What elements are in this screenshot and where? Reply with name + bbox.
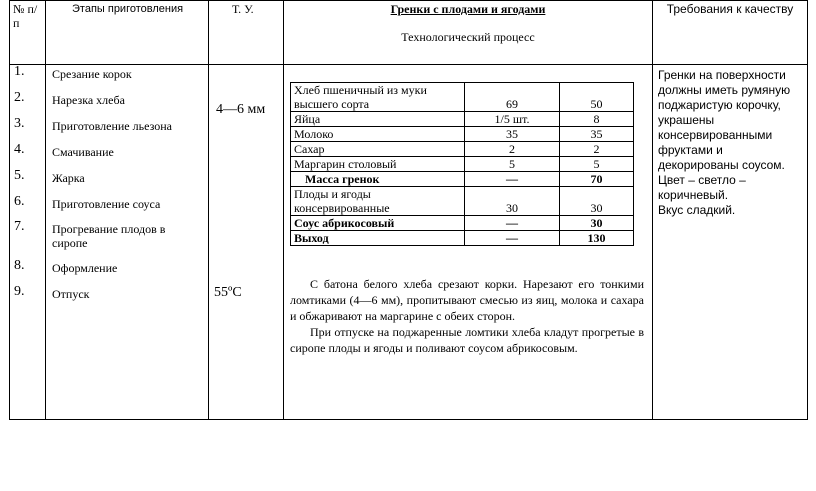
- ingredient-netto: 35: [560, 127, 634, 142]
- ingredient-netto: 2: [560, 142, 634, 157]
- table-border-top: [9, 0, 808, 1]
- ingredient-netto: 30: [560, 187, 634, 216]
- ingredient-name: Масса гренок: [291, 172, 465, 187]
- process-description: [290, 276, 644, 356]
- step-label: Прогревание плодов в сиропе: [52, 222, 166, 250]
- step-number: 9.: [14, 284, 25, 299]
- ingredient-netto: 30: [560, 216, 634, 231]
- table-row: [291, 187, 634, 216]
- ingredient-brutto: 30: [465, 187, 560, 216]
- step-label: Нарезка хлеба: [52, 93, 125, 107]
- ingredient-name: Выход: [291, 231, 465, 246]
- header-tu: Т. У.: [232, 2, 254, 16]
- ingredient-netto: 8: [560, 112, 634, 127]
- step-label: Оформление: [52, 261, 118, 275]
- table-row: [291, 127, 634, 142]
- header-subtitle: Технологический процесс: [401, 30, 535, 44]
- column-divider-1: [45, 0, 46, 420]
- table-row: [291, 157, 634, 172]
- quality-requirements: [658, 68, 798, 218]
- ingredient-brutto: 2: [465, 142, 560, 157]
- ingredient-name: Маргарин столовый: [291, 157, 465, 172]
- header-stages: Этапы приготовления: [72, 3, 184, 15]
- table-border-header: [9, 64, 808, 65]
- table-row: [291, 83, 634, 112]
- step-label: Срезание корок: [52, 67, 132, 81]
- step-number: 3.: [14, 116, 25, 131]
- step-number: 8.: [14, 258, 25, 273]
- step-number: 2.: [14, 90, 25, 105]
- column-divider-2: [208, 0, 209, 420]
- tu-thickness: 4—6 мм: [216, 102, 266, 117]
- header-title: Гренки с плодами и ягодами: [390, 2, 546, 16]
- table-row: [291, 216, 634, 231]
- ingredient-brutto: —: [465, 216, 560, 231]
- step-label: Приготовление соуса: [52, 197, 161, 211]
- header-num: № п/п: [13, 2, 38, 30]
- tu-temperature: 55ºС: [214, 285, 242, 300]
- ingredient-brutto: —: [465, 172, 560, 187]
- ingredient-brutto: 1/5 шт.: [465, 112, 560, 127]
- step-label: Отпуск: [52, 287, 90, 301]
- ingredients-table: [290, 82, 634, 246]
- table-row: [291, 112, 634, 127]
- process-paragraph-1: С батона белого хлеба срезают корки. Нарезают его тонкими ломтиками (4—6 мм), пропитывают смесью из яиц, молока и сахара и обжаривают на маргарине с обеих сторон.: [290, 277, 644, 323]
- ingredient-brutto: 35: [465, 127, 560, 142]
- ingredient-netto: 50: [560, 83, 634, 112]
- table-row: [291, 142, 634, 157]
- ingredient-name: Сахар: [291, 142, 465, 157]
- table-row: [291, 172, 634, 187]
- quality-line-3: Вкус сладкий.: [658, 203, 736, 217]
- ingredient-name: Хлеб пшеничный из муки высшего сорта: [291, 83, 465, 112]
- column-divider-4: [652, 0, 653, 420]
- ingredient-brutto: —: [465, 231, 560, 246]
- step-number: 4.: [14, 142, 25, 157]
- step-label: Приготовление льезона: [52, 119, 172, 133]
- header-quality: Требования к качеству: [666, 2, 794, 16]
- table-border-right: [807, 0, 808, 420]
- ingredient-name: Плоды и ягоды консервированные: [291, 187, 465, 216]
- step-number: 1.: [14, 64, 25, 79]
- table-border-left: [9, 0, 10, 420]
- table-row: [291, 231, 634, 246]
- step-number: 5.: [14, 168, 25, 183]
- step-number: 7.: [14, 219, 25, 234]
- ingredient-name: Яйца: [291, 112, 465, 127]
- column-divider-3: [283, 0, 284, 420]
- quality-line-2: Цвет – светло – коричневый.: [658, 173, 746, 202]
- quality-line-1: Гренки на поверхности должны иметь румяную поджаристую корочку, украшены консервированными фруктами и декорированы соусом.: [658, 68, 791, 172]
- step-label: Смачивание: [52, 145, 114, 159]
- ingredient-netto: 5: [560, 157, 634, 172]
- process-paragraph-2: При отпуске на поджаренные ломтики хлеба кладут прогретые в сиропе плоды и ягоды и поливают соусом абрикосовым.: [290, 325, 644, 355]
- ingredient-brutto: 5: [465, 157, 560, 172]
- ingredient-name: Молоко: [291, 127, 465, 142]
- table-border-bottom: [9, 419, 808, 420]
- ingredient-brutto: 69: [465, 83, 560, 112]
- step-number: 6.: [14, 194, 25, 209]
- ingredient-netto: 70: [560, 172, 634, 187]
- ingredient-name: Соус абрикосовый: [291, 216, 465, 231]
- step-label: Жарка: [52, 171, 85, 185]
- ingredient-netto: 130: [560, 231, 634, 246]
